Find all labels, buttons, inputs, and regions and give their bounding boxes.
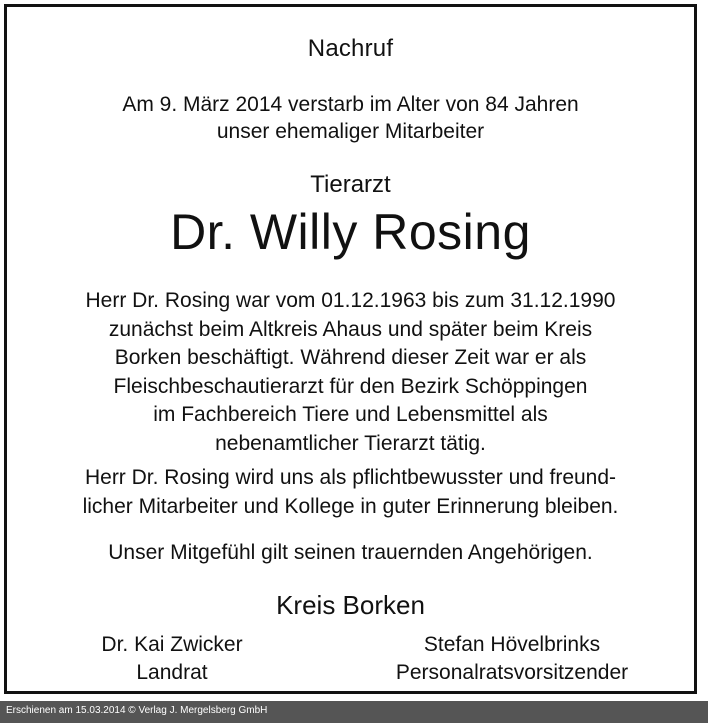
signatory-left xyxy=(37,631,307,687)
signatory-title: Personalratsvorsitzender xyxy=(395,661,629,684)
signatory-name: Dr. Kai Zwicker xyxy=(101,633,243,656)
paragraph1-line-2: zunächst beim Altkreis Ahaus und später beim Kreis xyxy=(108,317,593,341)
paragraph1-line-5: im Fachbereich Tiere und Lebensmittel als xyxy=(153,403,548,427)
intro-text xyxy=(7,91,694,145)
paragraph1-line-3: Borken beschäftigt. Während dieser Zeit war er als xyxy=(114,346,587,370)
paragraph2-line-2: licher Mitarbeiter und Kollege in guter Erinnerung bleiben. xyxy=(82,495,619,518)
notice-heading: Nachruf xyxy=(307,35,394,62)
paragraph2-line-1: Herr Dr. Rosing wird uns als pflichtbewusster und freund- xyxy=(84,466,617,489)
paragraph1-line-6: nebenamtlicher Tierarzt tätig. xyxy=(215,431,486,455)
intro-line-1: Am 9. März 2014 verstarb im Alter von 84 Jahren xyxy=(122,93,579,116)
intro-line-2: unser ehemaliger Mitarbeiter xyxy=(216,120,485,143)
deceased-name: Dr. Willy Rosing xyxy=(170,204,531,260)
remembrance-paragraph xyxy=(7,463,694,521)
deceased-profession: Tierarzt xyxy=(310,171,391,198)
publication-credit: Erschienen am 15.03.2014 © Verlag J. Mergelsberg GmbH xyxy=(6,705,268,716)
signatory-name: Stefan Hövelbrinks xyxy=(423,633,601,656)
paragraph1-line-1: Herr Dr. Rosing war vom 01.12.1963 bis zum 31.12.1990 xyxy=(85,289,616,312)
paragraph1-line-4: Fleischbeschautierarzt für den Bezirk Schöppingen xyxy=(113,374,588,398)
signatory-title: Landrat xyxy=(136,661,208,684)
publication-footer xyxy=(0,701,708,723)
obituary-notice xyxy=(4,4,697,694)
signatory-right xyxy=(342,631,682,687)
condolence-paragraph: Unser Mitgefühl gilt seinen trauernden Angehörigen. xyxy=(108,541,593,564)
organization-name: Kreis Borken xyxy=(276,590,425,620)
employment-paragraph xyxy=(7,287,694,459)
